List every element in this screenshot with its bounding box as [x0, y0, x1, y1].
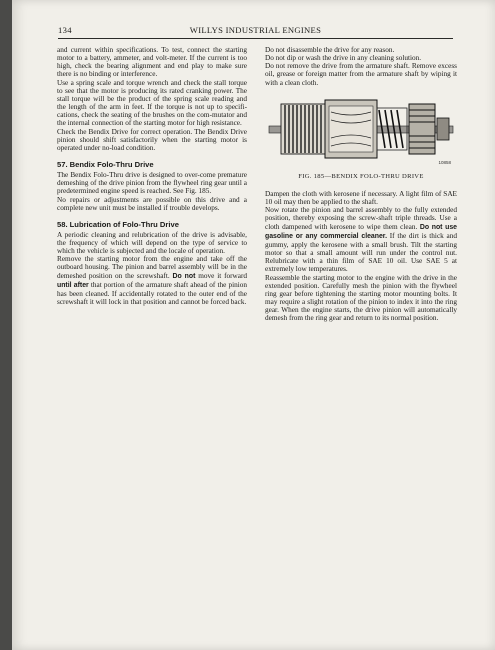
paragraph: Do not disassemble the drive for any reason.: [265, 46, 395, 54]
paragraph: and current within specifications. To test, connect the starting motor to a battery, ammeter, and volt-meter. If the current is too high, check the bearing alignment and end play to make sure there is no binding or interference.: [57, 46, 247, 79]
text-run: move it forward: [198, 271, 248, 280]
left-column: [57, 46, 247, 306]
page-number: 134: [58, 25, 72, 35]
paragraph: The Bendix Folo-Thru drive is designed to over-come premature demeshing of the drive pinion from the flywheel ring gear until a predetermined engine speed is reached. See Fig. 185.: [57, 171, 247, 196]
running-title: WILLYS INDUSTRIAL ENGINES: [189, 25, 322, 35]
section-heading-58: 58. Lubrication of Folo-Thru Drive: [57, 219, 179, 229]
paragraph: Dampen the cloth with kerosene if necessary. A light film of SAE 10 oil may then be applied to the shaft.: [265, 189, 457, 207]
paragraph: [57, 255, 247, 306]
figure-bendix-drive: [267, 94, 455, 168]
manual-page: [12, 0, 495, 650]
warning-text: Do not use gasoline or any commercial cleaner.: [265, 223, 457, 240]
text-run: If the dirt is thick and gummy, apply the kerosene with a small brush. Tilt the starting motor so that a small amount will run under the control nut. Relubricate with a thin film of SAE 10 oil. Use SAE 5 at extremely low temperatures.: [265, 231, 457, 274]
text-run: Now rotate the pinion and barrel assembly to the fully extended position, thereby exposing the screw-shaft triple threads. Use a cloth dampened with kerosene to wipe them clean.: [265, 206, 457, 231]
bendix-drive-illustration: [267, 94, 455, 168]
paragraph: Use a spring scale and torque wrench and check the stall torque to see that the motor is producing its rated cranking power. The stall torque will be the product of the spring scale reading and the length of the arm in feet. If the torque is not up to specifi-cations, check the seating of the brushes on the com-mutator and the internal connection of the starting motor for high resistance.: [57, 78, 247, 128]
page-header: [58, 24, 453, 39]
text-run: Remove the starting motor from the engine and take off the outboard housing. The pinion and barrel assembly will be in the demeshed position on the screwshaft.: [57, 255, 247, 280]
paragraph: Do not dip or wash the drive in any cleaning solution.: [265, 54, 422, 63]
paragraph: Check the Bendix Drive for correct operation. The Bendix Drive pinion should shift satisfactorily when the starting motor is operated under no-load condition.: [57, 127, 247, 152]
paragraph: Reassemble the starting motor to the engine with the drive in the extended position. Carefully mesh the pinion with the flywheel ring gear before tightening the starting motor mounting bolts. It may require a slight rotation of the pinion to index it into the ring gear. When the engine starts, the drive pinion will automatically demesh from the ring gear and return to its normal position.: [265, 273, 457, 323]
paragraph: A periodic cleaning and relubrication of the drive is advisable, the frequency of which will depend on the type of service to which the vehicle is subjected and the locale of operation.: [57, 230, 247, 256]
paragraph: [265, 206, 457, 273]
right-column: [265, 46, 457, 322]
paragraph: Do not remove the drive from the armature shaft. Remove excess oil, grease or foreign matter from the armature shaft by wiping it with a clean cloth.: [265, 62, 457, 87]
emphasis-text: until after: [57, 281, 89, 289]
figure-number: 10858: [438, 159, 451, 165]
emphasis-text: Do not: [172, 272, 196, 280]
figure-caption: FIG. 185—BENDIX FOLO-THRU DRIVE: [298, 172, 424, 180]
paragraph: No repairs or adjustments are possible on this drive and a complete new unit must be installed if trouble develops.: [57, 195, 247, 212]
section-heading-57: 57. Bendix Folo-Thru Drive: [57, 160, 154, 170]
text-run: that portion of the armature shaft ahead of the pinion has been cleaned. If accidentally rotated to the outer end of the screwshaft it will lock in that position and cannot be forced back.: [57, 280, 247, 307]
